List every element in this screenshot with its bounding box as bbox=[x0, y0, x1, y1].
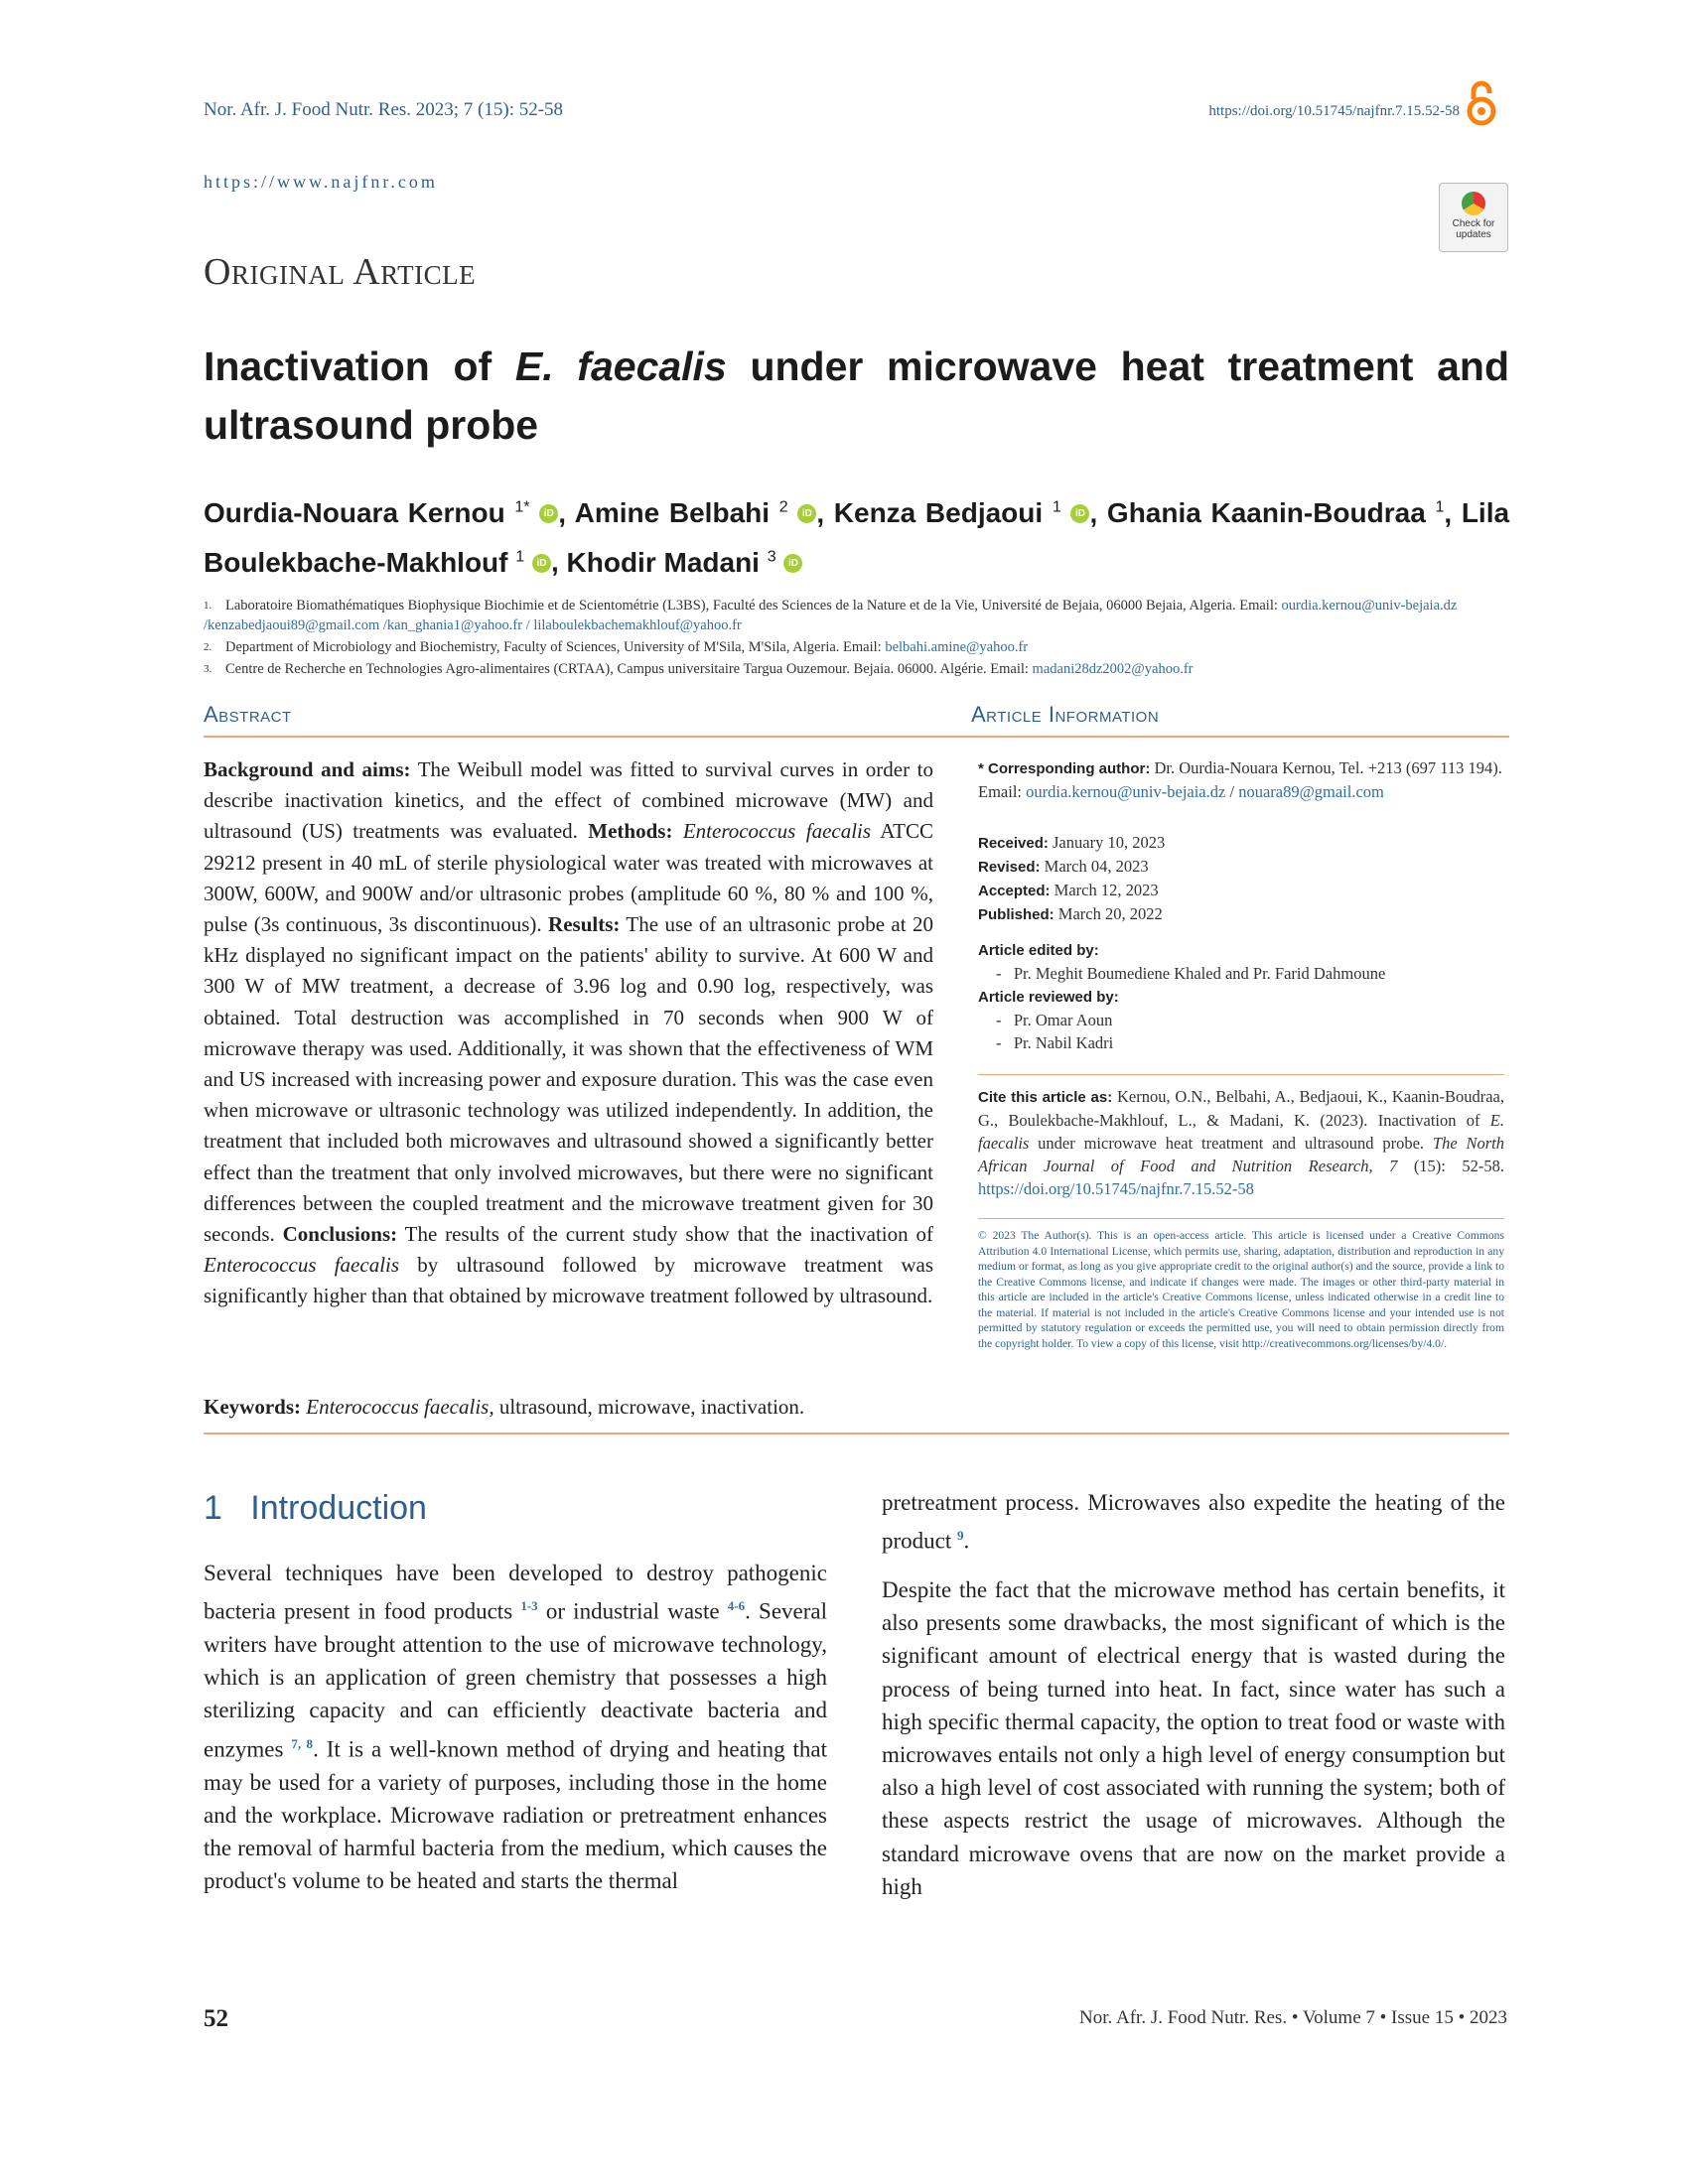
paragraph: Despite the fact that the microwave method has certain benefits, it also presents some drawbacks, the most significant of which is the significant amount of electrical energy that is wasted during the process of being turned into heat. In fact, since water has such a high specific thermal capacity, the option to treat food or waste with microwaves entails not only a high level of energy consumption but also a high level of cost associated with running the system; both of these aspects restrict the usage of microwaves. Although the standard microwave ovens that are now on the market provide a high bbox=[882, 1577, 1505, 1899]
author: Khodir Madani $^3$ iD bbox=[567, 547, 803, 578]
info-divider bbox=[978, 1218, 1504, 1219]
journal-reference: Nor. Afr. J. Food Nutr. Res. 2023; 7 (15): 52-58 bbox=[204, 99, 564, 120]
editors: Article edited by: - Pr. Meghit Boumediene Khaled and Pr. Farid Dahmoune Article reviewed by: - Pr. Omar Aoun - Pr. Nabil Kadri bbox=[978, 938, 1504, 1054]
introduction-heading: 1 Introduction bbox=[204, 1489, 427, 1527]
open-access-icon[interactable] bbox=[1465, 79, 1498, 127]
affiliation: 3. Centre de Recherche en Technologies Agro-alimentaires (CRTAA), Campus universitaire Targua Ouzemour. Bejaia. 06000. Algérie. Email: madani28dz2002@yahoo.fr bbox=[204, 661, 1194, 677]
footer-journal: Nor. Afr. J. Food Nutr. Res. • Volume 7 • Issue 15 • 2023 bbox=[1079, 2007, 1507, 2028]
orcid-icon[interactable]: iD bbox=[797, 504, 816, 523]
intro-left-column: Several techniques have been developed to destroy pathogenic bacteria present in food products $^{1-3}$ or industrial waste $^{4-6}$. Several writers have brought attention to the use of microwave technology, which is an application of green chemistry that possesses a high sterilizing capacity and can efficiently deactivate bacteria and enzymes $^{7, 8}$. It is a well-known method of drying and heating that may be used for a variety of purposes, including those in the home and the workplace. Microwave radiation or pretreatment enhances the removal of harmful bacteria from the medium, which causes the product's volume to be heated and starts the thermal bbox=[204, 1561, 828, 1894]
accepted-date: Accepted: March 12, 2023 bbox=[978, 881, 1159, 899]
info-divider bbox=[978, 1074, 1504, 1075]
license-text: © 2023 The Author(s). This is an open-access article. This article is licensed under a Creative Commons Attribution 4.0 International License, which permits use, sharing, adaptation, distribution and reproduction in any medium or format, as long as you give appropriate credit to the original author(s) and the source, provide a link to the Creative Commons license, and indicate if changes were made. The images or other third-party material in this article are included in the article's Creative Commons license, unless indicated otherwise in a credit line to the material. If material is not included in the article's Creative Commons license and your intended use is not permitted by statutory regulation or exceeds the permitted use, you will need to obtain permission directly from the copyright holder. To view a copy of this license, visit http://creativecommons.org/licenses/by/4.0/. bbox=[978, 1229, 1504, 1350]
email-link[interactable]: ourdia.kernou@univ-bejaia.dz /kenzabedjaoui89@gmail.com /kan_ghania1@yahoo.fr / lilaboulekbachemakhlouf@yahoo.fr bbox=[204, 598, 1458, 633]
doi-link[interactable]: https://doi.org/10.51745/najfnr.7.15.52-58 bbox=[1208, 103, 1460, 119]
reviewer-item: - Pr. Omar Aoun bbox=[996, 1011, 1113, 1029]
citation: Cite this article as: Kernou, O.N., Belbahi, A., Bedjaoui, K., Kaanin-Boudraa, G., Boulekbache-Makhlouf, L., & Madani, K. (2023). Inactivation of E. faecalis under microwave heat treatment and ultrasound probe. The North African Journal of Food and Nutrition Research, 7 (15): 52-58. https://doi.org/10.51745/najfnr.7.15.52-58 bbox=[978, 1087, 1504, 1198]
check-for-updates-badge[interactable] bbox=[1439, 183, 1508, 252]
citation-ref[interactable]: 4-6 bbox=[727, 1598, 746, 1614]
article-title: Inactivation of E. faecalis under microwave heat treatment and ultrasound probe bbox=[204, 343, 1510, 448]
reviewer-item: - Pr. Nabil Kadri bbox=[996, 1033, 1114, 1052]
journal-website[interactable]: https://www.najfnr.com bbox=[204, 172, 438, 192]
email-link[interactable]: madani28dz2002@yahoo.fr bbox=[1032, 661, 1194, 677]
citation-ref[interactable]: 9 bbox=[957, 1528, 964, 1544]
author: Ourdia-Nouara Kernou $^{1*}$ iD bbox=[204, 497, 558, 528]
email-link[interactable]: belbahi.amine@yahoo.fr bbox=[885, 639, 1029, 655]
page-number: 52 bbox=[204, 2005, 228, 2032]
author: Ghania Kaanin-Boudraa $^1$ bbox=[1106, 497, 1445, 529]
abstract-body: Background and aims: The Weibull model was fitted to survival curves in order to describe inactivation kinetics, and the effect of combined microwave (MW) and ultrasound (US) treatments was evaluated. Methods: Enterococcus faecalis ATCC 29212 present in 40 mL of sterile physiological water was treated with microwaves at 300W, 600W, and 900W and/or ultrasonic probes (amplitude 60 %, 80 % and 100 %, pulse (3s continuous, 3s discontinuous). Results: The use of an ultrasonic probe at 20 kHz displayed no significant impact on the patients' ability to survive. At 600 W and 300 W of MW treatment, a decrease of 3.96 log and 0.90 log, respectively, was obtained. Total destruction was accomplished in 70 seconds when 900 W of microwave therapy was used. Additionally, it was shown that the effectiveness of WM and US increased with increasing power and exposure duration. This was the case even when microwave or ultrasonic technology was utilized independently. In addition, the treatment that included both microwaves and ultrasound showed a significantly better effect than the treatment that only involved microwaves, but there were no significant differences between the coupled treatment and the microwave treatment given for 30 seconds. Conclusions: The results of the current study show that the inactivation of Enterococcus faecalis by ultrasound followed by microwave treatment was significantly higher than that obtained by microwave treatment followed by ultrasound. bbox=[204, 757, 934, 1308]
crossmark-icon bbox=[1462, 192, 1485, 215]
section-divider bbox=[204, 1433, 1509, 1434]
paragraph: pretreatment process. Microwaves also expedite the heating of the product $^9$. bbox=[882, 1490, 1505, 1554]
corresponding-author: * Corresponding author: Dr. Ourdia-Nouara Kernou, Tel. +213 (697 113 194). Email: ourdia.kernou@univ-bejaia.dz / nouara89@gmail.com bbox=[978, 758, 1502, 801]
published-date: Published: March 20, 2022 bbox=[978, 904, 1163, 923]
affiliation: 2. Department of Microbiology and Biochemistry, Faculty of Sciences, University of M'Sila, M'Sila, Algeria. Email: belbahi.amine@yahoo.fr bbox=[204, 639, 1029, 655]
crossmark-label: Check for updates bbox=[1452, 218, 1495, 240]
citation-ref[interactable]: 7, 8 bbox=[291, 1735, 314, 1751]
orcid-icon[interactable]: iD bbox=[532, 554, 551, 573]
abstract-heading: Abstract bbox=[204, 702, 292, 727]
editor-item: - Pr. Meghit Boumediene Khaled and Pr. Farid Dahmoune bbox=[996, 964, 1386, 983]
author: Kenza Bedjaoui $^1$ iD bbox=[834, 497, 1090, 528]
author: Amine Belbahi $^2$ iD bbox=[575, 497, 817, 528]
citation-doi-link[interactable]: https://doi.org/10.51745/najfnr.7.15.52-58 bbox=[978, 1179, 1254, 1198]
orcid-icon[interactable]: iD bbox=[539, 504, 558, 523]
orcid-icon[interactable]: iD bbox=[1070, 504, 1089, 523]
email-link[interactable]: ourdia.kernou@univ-bejaia.dz bbox=[1026, 782, 1226, 801]
intro-right-column bbox=[882, 1486, 1505, 1903]
citation-ref[interactable]: 1-3 bbox=[520, 1598, 538, 1614]
section-divider bbox=[204, 736, 1509, 738]
article-info-heading: Article Information bbox=[971, 702, 1160, 727]
author-list: Ourdia-Nouara Kernou $^{1*}$ iD , Amine Belbahi $^2$ iD , Kenza Bedjaoui $^1$ iD , Ghania Kaanin-Boudraa $^1$, Lila Boulekbache-Makhlouf $^1$ iD , Khodir Madani $^3$ iD bbox=[204, 497, 1510, 578]
article-dates bbox=[978, 831, 1504, 926]
keywords: Keywords: Enterococcus faecalis, ultrasound, microwave, inactivation. bbox=[204, 1395, 805, 1419]
article-type: Original Article bbox=[204, 251, 477, 293]
received-date: Received: January 10, 2023 bbox=[978, 833, 1166, 852]
orcid-icon[interactable]: iD bbox=[783, 554, 802, 573]
affiliation: 1. Laboratoire Biomathématiques Biophysique Biochimie et de Scientométrie (L3BS), Faculté des Sciences de la Nature et de la Vie, Université de Bejaia, 06000 Bejaia, Algeria. Email: ourdia.kernou@univ-bejaia.dz /kenzabedjaoui89@gmail.com /kan_ghania1@yahoo.fr / lilaboulekbachemakhlouf@yahoo.fr bbox=[204, 598, 1458, 633]
email-link[interactable]: nouara89@gmail.com bbox=[1238, 782, 1384, 801]
author: Lila Boulekbache-Makhlouf $^1$ iD bbox=[204, 497, 1510, 578]
revised-date: Revised: March 04, 2023 bbox=[978, 857, 1149, 876]
